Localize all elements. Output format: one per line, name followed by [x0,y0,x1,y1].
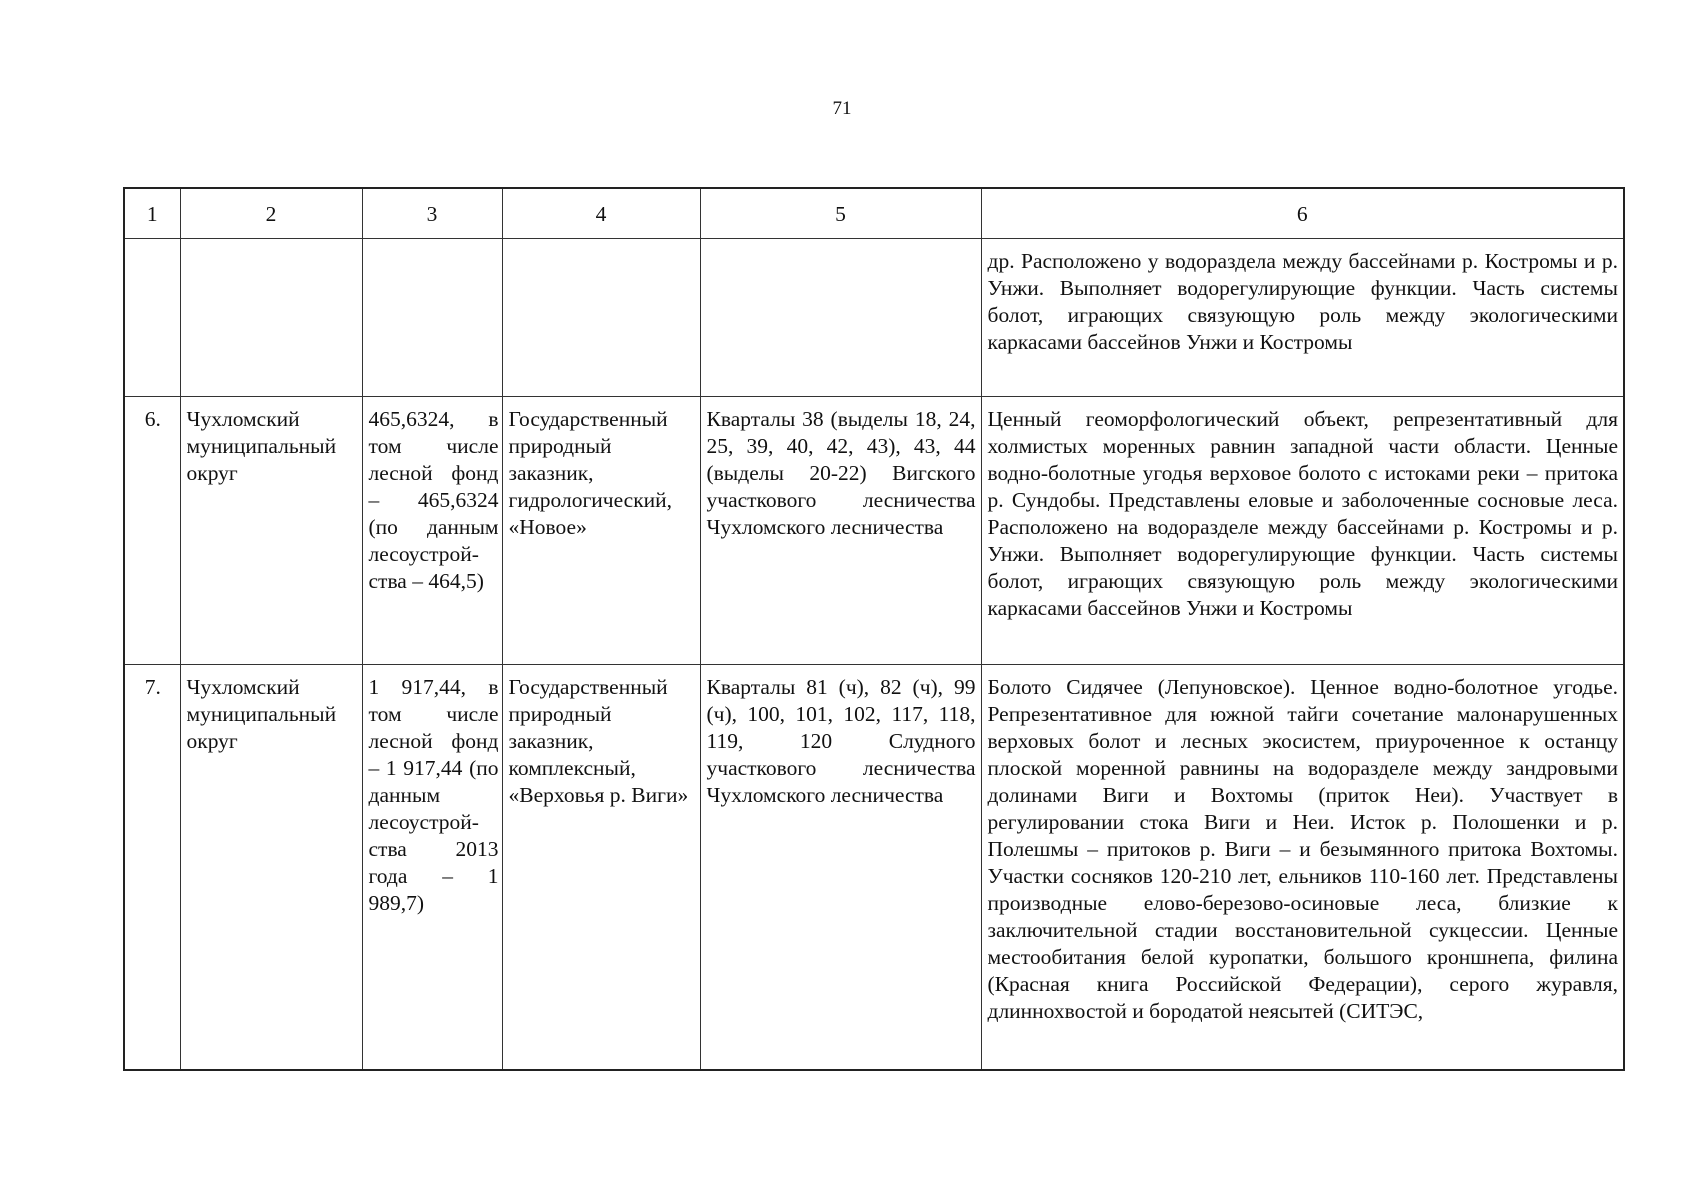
location-cell [700,239,981,397]
location-cell: Кварталы 81 (ч), 82 (ч), 99 (ч), 100, 101, 102, 117, 118, 119, 120 Слудного участкового лесничества Чухломского лесничества [700,665,981,1070]
row-number-cell: 6. [124,397,180,665]
header-cell-1: 1 [124,188,180,239]
table-row [124,239,1624,397]
category-cell [502,239,700,397]
page-number: 71 [832,98,852,119]
header-cell-5: 5 [700,188,981,239]
area-cell [362,239,502,397]
description-cell: Ценный геоморфологический объект, репрезентативный для холмистых моренных равнин западной части области. Ценные водно-болотные угодья верховое болото с истоками реки – притока р. Сундобы. Представлены еловые и заболоченные сосновые леса. Расположено на водоразделе между бассейнами р. Костромы и р. Унжи. Выполняет водорегулирующие функции. Часть системы болот, играющих связующую роль между экологическими каркасами бассейнов Унжи и Костромы [981,397,1624,665]
category-cell: Государственный природный заказник, комплексный, «Верховья р. Виги» [502,665,700,1070]
header-cell-2: 2 [180,188,362,239]
data-table [123,187,1625,1071]
header-cell-4: 4 [502,188,700,239]
description-cell: Болото Сидячее (Лепуновское). Ценное водно-болотное угодье. Репрезентативное для южной тайги сочетание малонарушенных верховых болот и лесных экосистем, приуроченное к останцу плоской моренной равнины на водоразделе между зандровыми долинами Виги и Вохтомы (приток Неи). Участвует в регулировании стока Виги и Неи. Исток р. Полошенки и р. Полешмы – притоков р. Виги – и безымянного притока Вохтомы. Участки сосняков 120-210 лет, ельников 110-160 лет. Представлены производные елово-березово-осиновые леса, близкие к заключительной стадии восстановительной сукцессии. Ценные местообитания белой куропатки, большого кроншнепа, филина (Красная книга Российской Федерации), серого журавля, длиннохвостой и бородатой неясытей (СИТЭС, [981,665,1624,1070]
district-cell [180,239,362,397]
table-row [124,665,1624,1070]
table-header-row [124,188,1624,239]
area-cell: 465,6324, в том числе лесной фонд – 465,6324 (по данным лесоустрой-ства – 464,5) [362,397,502,665]
header-cell-3: 3 [362,188,502,239]
row-number-cell [124,239,180,397]
district-cell: Чухломский муниципальный округ [180,397,362,665]
location-cell: Кварталы 38 (выделы 18, 24, 25, 39, 40, 42, 43), 43, 44 (выделы 20-22) Вигского участкового лесничества Чухломского лесничества [700,397,981,665]
area-cell: 1 917,44, в том числе лесной фонд – 1 917,44 (по данным лесоустрой-ства 2013 года – 1 989,7) [362,665,502,1070]
description-cell: др. Расположено у водораздела между бассейнами р. Костромы и р. Унжи. Выполняет водорегулирующие функции. Часть системы болот, играющих связующую роль между экологическими каркасами бассейнов Унжи и Костромы [981,239,1624,397]
table-row [124,397,1624,665]
district-cell: Чухломский муниципальный округ [180,665,362,1070]
header-cell-6: 6 [981,188,1624,239]
row-number-cell: 7. [124,665,180,1070]
category-cell: Государственный природный заказник, гидрологический, «Новое» [502,397,700,665]
